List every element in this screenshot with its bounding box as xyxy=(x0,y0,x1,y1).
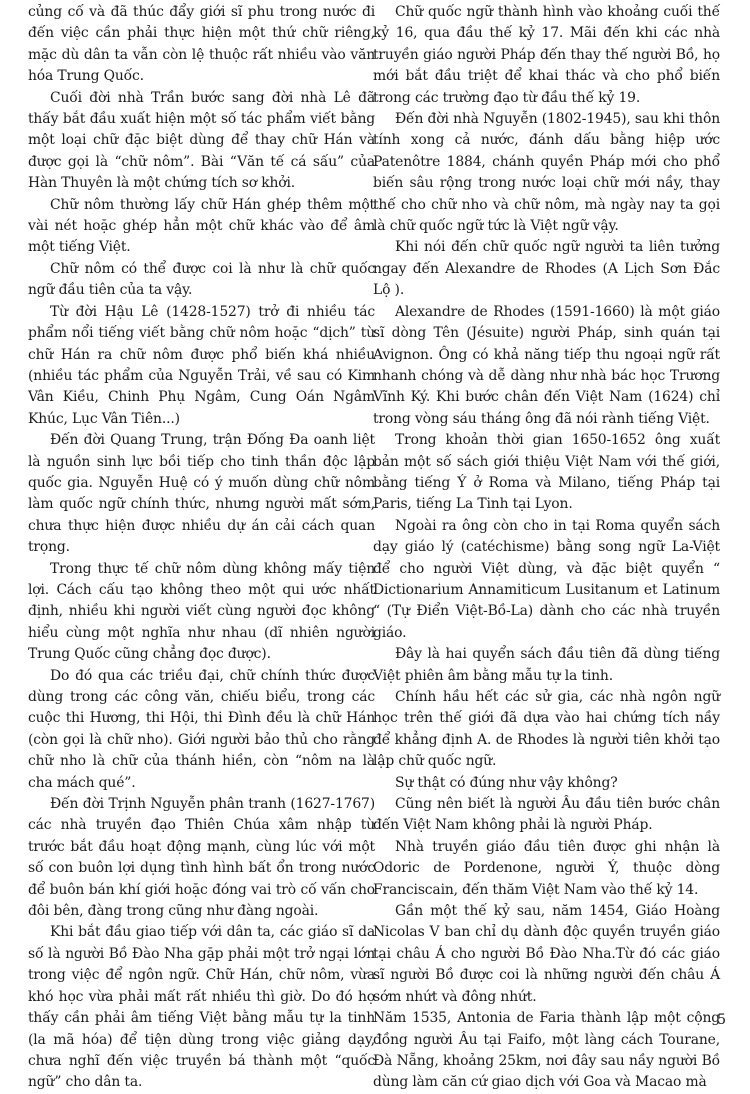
paragraph: Cũng nên biết là người Âu đầu tiên bước chân đến Việt Nam không phải là người Pháp. xyxy=(373,796,720,834)
paragraph: Khi nói đến chữ quốc ngữ người ta liên tưởng ngay đến Alexandre de Rhodes (A Lịch Sơn Đắc Lộ ). xyxy=(373,239,720,299)
paragraph: Do đó qua các triều đại, chữ chính thức được dùng trong các công văn, chiếu biểu, trong các cuộc thi Hương, thi Hội, thi Đình đều là chữ Hán (còn gọi là chữ nho). Giới người bảo thủ cho rằng chữ nho là chữ của thánh hiền, còn “nôm na là cha mách qué”. xyxy=(28,667,375,791)
page-number: 5 xyxy=(717,1012,726,1028)
paragraph: Chữ nôm thường lấy chữ Hán ghép thêm một vài nét hoặc ghép hẳn một chữ khác vào để âm một tiếng Việt. xyxy=(28,196,375,256)
paragraph: Trong thực tế chữ nôm dùng không mấy tiện lợi. Cách cấu tạo không theo một qui ước nhất định, nhiều khi người viết cùng người đọc không hiểu cùng một nghĩa như nhau (dĩ nhiên người Trung Quốc cũng chẳng đọc được). xyxy=(28,560,375,663)
paragraph: Gần một thế kỷ sau, năm 1454, Giáo Hoàng Nicolas V ban chỉ dụ dành độc quyền truyền giáo tại châu Á cho người Bồ Đào Nha.Từ đó các giáo sĩ người Bồ được coi là những người đến châu Á sớm nhứt và đông nhứt. xyxy=(373,903,720,1005)
paragraph: Đến đời Quang Trung, trận Đống Đa oanh liệt là nguồn sinh lực bồi tiếp cho tinh thần độc lập quốc gia. Nguyễn Huệ có ý muốn dùng chữ nôm làm quốc ngữ chính thức, nhưng người mất sớm, chưa thực hiện được nhiều dự án cải cách quan trọng. xyxy=(28,432,375,556)
paragraph: Ngoài ra ông còn cho in tại Roma quyển sách dạy giáo lý (catéchisme) bằng song ngữ La-Việt để cho người Việt dùng, và đặc biệt quyển “ Dictionarium Annamiticum Lusitanum et Latinum “ (Tự Điển Việt-Bồ-La) dành cho các nhà truyền giáo. xyxy=(373,517,720,641)
paragraph: Cuối đời nhà Trần bước sang đời nhà Lê đã thấy bắt đầu xuất hiện một số tác phẩm viết bằng một loại chữ đặc biệt dùng để thay chữ Hán và được gọi là “chữ nôm”. Bài “Văn tế cá sấu” của Hàn Thuyên là một chứng tích sơ khởi. xyxy=(28,89,375,192)
paragraph: Khi bắt đầu giao tiếp với dân ta, các giáo sĩ da số là người Bồ Đào Nha gặp phải một trở ngại lớn trong việc để ngôn ngữ. Chữ Hán, chữ nôm, vừa khó học vừa phải mất rất nhiều thì giờ. Do đó họ thấy cần phải âm tiếng Việt bằng mẫu tự la tinh (la mã hóa) để tiện dùng trong việc giảng dạy, chưa nghĩ đến việc truyền bá thành một “quốc ngữ” cho dân ta. xyxy=(28,924,375,1091)
left-column xyxy=(28,2,375,1094)
paragraph: Sự thật có đúng như vậy không? xyxy=(395,774,618,791)
paragraph: Chính hầu hết các sử gia, các nhà ngôn ngữ học trên thế giới đã dựa vào hai chứng tích nầy để khẳng định A. de Rhodes là người tiên khởi tạo lập chữ quốc ngữ. xyxy=(373,689,720,770)
paragraph: Chữ quốc ngữ thành hình vào khoảng cuối thế kỷ 16, qua đầu thế kỷ 17. Mãi đến khi các nhà truyền giáo người Pháp đến thay thế người Bồ, họ mới bắt đầu triệt để khai thác và cho phổ biến trong các trường đạo từ đầu thế kỷ 19. xyxy=(373,4,720,106)
paragraph: Năm 1535, Antonia de Faria thành lập một cộng đồng người Âu tại Faifo, một làng cách Tourane, Đà Nẵng, khoảng 25km, nơi đây sau nầy người Bồ dùng làm căn cứ giao dịch với Goa và Macao mà xyxy=(373,1010,720,1091)
paragraph: Đây là hai quyển sách đầu tiên đã dùng tiếng Việt phiên âm bằng mẫu tự la tinh. xyxy=(373,646,720,684)
paragraph: củng cố và đã thúc đẩy giới sĩ phu trong nước đi đến việc cần phải thực hiện một thứ chữ riêng, mặc dù dân ta vẫn còn lệ thuộc rất nhiều vào văn hóa Trung Quốc. xyxy=(28,4,375,85)
paragraph: Chữ nôm có thể được coi là như là chữ quốc ngữ đầu tiên của ta vậy. xyxy=(28,260,375,299)
paragraph: Đến đời nhà Nguyễn (1802-1945), sau khi thôn tính xong cả nước, đánh dấu bằng hiệp ước Patenôtre 1884, chánh quyền Pháp mới cho phổ biến sâu rộng trong nước loại chữ mới nầy, thay thế cho chữ nho và chữ nôm, mà ngày nay ta gọi là chữ quốc ngữ tức là Việt ngữ vậy. xyxy=(373,111,720,235)
right-column xyxy=(373,2,720,1094)
paragraph: Nhà truyền giáo đầu tiên được ghi nhận là Odoric de Pordenone, người Ý, thuộc dòng Franciscain, đến thăm Việt Nam vào thế kỷ 14. xyxy=(373,838,720,898)
paragraph: Trong khoản thời gian 1650-1652 ông xuất bản một số sách giới thiệu Việt Nam với thế giới, bằng tiếng Ý ở Roma và Milano, tiếng Pháp tại Paris, tiếng La Tinh tại Lyon. xyxy=(373,432,720,513)
paragraph: Từ đời Hậu Lê (1428-1527) trở đi nhiều tác phẩm nổi tiếng viết bằng chữ nôm hoặc “dịch” từ chữ Hán ra chữ nôm được phổ biến khá nhiều (nhiều tác phẩm của Nguyễn Trải, về sau có Kim Vân Kiều, Chinh Phụ Ngâm, Cung Oán Ngâm Khúc, Lục Vân Tiên...) xyxy=(28,303,375,427)
paragraph: Đến đời Trịnh Nguyễn phân tranh (1627-1767) các nhà truyền đạo Thiên Chúa xâm nhập từ trước bắt đầu hoạt động mạnh, cùng lúc với một số con buôn lợi dụng tình hình bất ổn trong nước để buôn bán khí giới hoặc đóng vai trò cố vấn cho đôi bên, đàng trong cũng như đàng ngoài. xyxy=(28,796,375,920)
paragraph: Alexandre de Rhodes (1591-1660) là một giáo sĩ dòng Tên (Jésuite) người Pháp, sinh quán tại Avignon. Ông có khả năng tiếp thu ngoại ngữ rất nhanh chóng và dễ dàng như nhà bác học Trương Vĩnh Ký. Khi bước chân đến Việt Nam (1624) chỉ trong vòng sáu tháng ông đã nói rành tiếng Việt. xyxy=(373,303,720,427)
